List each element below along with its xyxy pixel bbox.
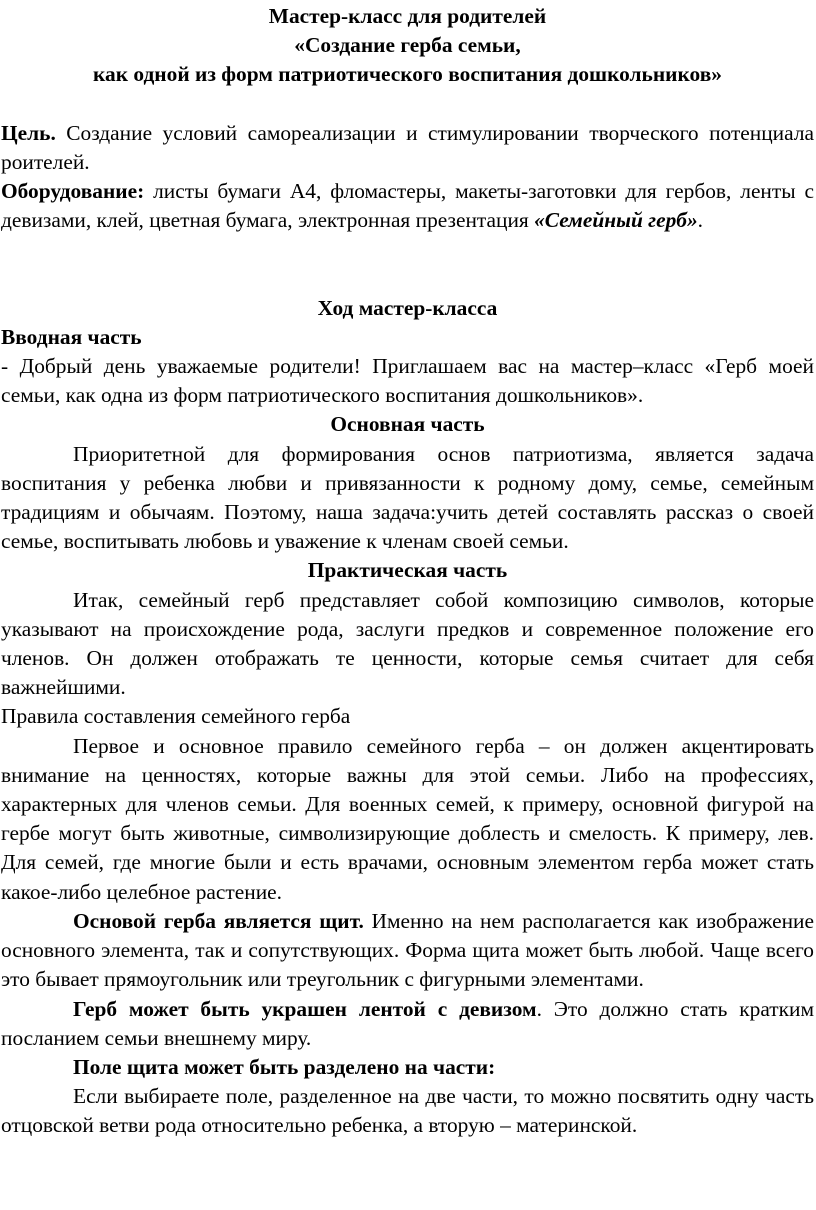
equipment-label: Оборудование:: [1, 179, 145, 204]
shield-statement: Основой герба является щит.: [73, 908, 364, 933]
rules-paragraph-1: Первое и основное правило семейного герба – он должен акцентировать внимание на ценностях, которые важны для этой семьи. Либо на профессиях, характерных для членов семьи. Для военных семей, к примеру, основной фигурой на гербе могут быть животные, символизирующие доблесть и смелость. К примеру, лев. Для семей, где многие были и есть врачами, основным элементом герба может стать какое-либо целебное растение.: [1, 733, 814, 904]
blank-line: [1, 90, 814, 119]
goal-text: Создание условий самореализации и стимулировании творческого потенциала роителей.: [1, 120, 814, 175]
main-text: Приоритетной для формирования основ патриотизма, является задача воспитания у ребенка любви и привязанности к родному дому, семье, семейным традициям и обычаям. Поэтому, наша задача:учить детей составлять рассказ о своей семье, воспитывать любовь и уважение к членам своей семьи.: [1, 441, 814, 554]
equipment-paragraph: [1, 177, 814, 235]
rules-paragraph-3: [1, 995, 814, 1053]
equipment-emphasis: «Семейный герб»: [534, 208, 698, 233]
practical-text: Итак, семейный герб представляет собой композицию символов, которые указывают на происхождение рода, заслуги предков и современное положение его членов. Он должен отображать те ценности, которые семья считает для себя важнейшими.: [1, 587, 814, 700]
intro-text: - Добрый день уважаемые родители! Приглашаем вас на мастер–класс «Герб моей семьи, как одна из форм патриотического воспитания дошкольников».: [1, 354, 814, 408]
title-line-3: как одной из форм патриотического воспитания дошкольников»: [93, 62, 722, 87]
intro-heading: Вводная часть: [1, 324, 142, 349]
rules-paragraph-4: Поле щита может быть разделено на части:: [73, 1054, 496, 1079]
spacer: [1, 236, 814, 294]
title-line-1: Мастер-класс для родителей: [268, 4, 547, 28]
equipment-end: .: [697, 208, 704, 233]
shield-text: Именно на нем располагается как изображение основного элемента, так и сопутствующих. Форма щита может быть любой. Чаще всего это бывает прямоугольник или треугольник с фигурными элементами.: [1, 908, 814, 992]
practical-heading: Практическая часть: [307, 558, 508, 583]
rules-paragraph-2: [1, 907, 814, 995]
goal-label: Цель.: [1, 120, 56, 145]
ribbon-statement: Герб может быть украшен лентой с девизом: [73, 996, 537, 1021]
rules-paragraph-5: Если выбираете поле, разделенное на две части, то можно посвятить одну часть отцовской ветви рода относительно ребенка, а вторую – материнской.: [1, 1084, 814, 1138]
course-heading: Ход мастер-класса: [317, 295, 498, 320]
ribbon-text: . Это должно стать кратким посланием семьи внешнему миру.: [1, 996, 814, 1050]
goal-paragraph: [1, 119, 814, 177]
rules-heading: Правила составления семейного герба: [1, 704, 351, 729]
title-line-2: «Создание герба семьи,: [294, 33, 521, 58]
equipment-text: листы бумаги А4, фломастеры, макеты-заготовки для гербов, ленты с девизами, клей, цветная бумага, электронная презентация: [1, 179, 814, 233]
main-heading: Основная часть: [330, 412, 485, 437]
